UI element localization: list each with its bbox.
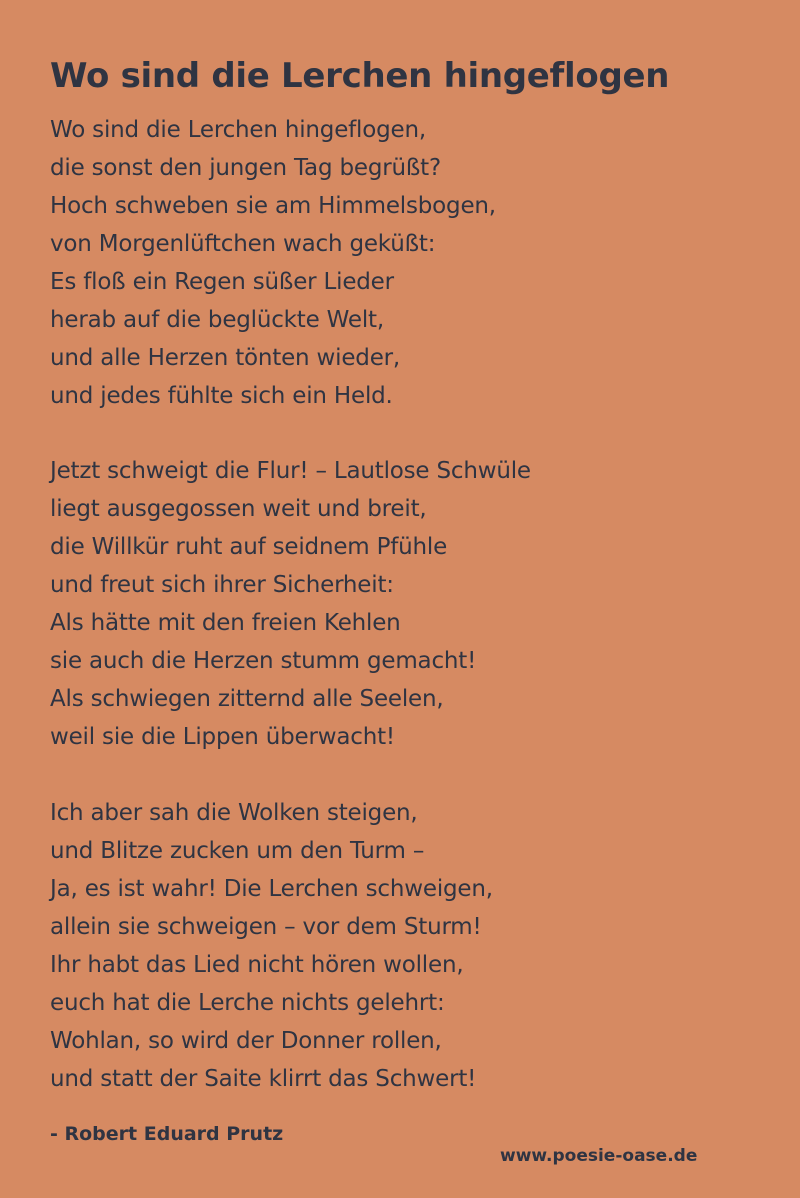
website-url: www.poesie-oase.de [500,1146,698,1166]
poem-line: Als schwiegen zitternd alle Seelen, [50,686,444,712]
poem-line: liegt ausgegossen weit und breit, [50,496,427,522]
poem-line: euch hat die Lerche nichts gelehrt: [50,990,445,1016]
poem-line: allein sie schweigen – vor dem Sturm! [50,914,482,940]
poem-line: von Morgenlüftchen wach geküßt: [50,231,436,257]
poem-line: Als hätte mit den freien Kehlen [50,610,401,636]
poem-line: Es floß ein Regen süßer Lieder [50,269,394,295]
poem-line: und alle Herzen tönten wieder, [50,345,401,371]
poem-line: und statt der Saite klirrt das Schwert! [50,1066,477,1092]
poem-line: herab auf die beglückte Welt, [50,307,384,333]
poem-line: sie auch die Herzen stumm gemacht! [50,648,477,674]
poem-title: Wo sind die Lerchen hingeflogen [50,56,670,96]
poem-line: Wohlan, so wird der Donner rollen, [50,1028,442,1054]
poem-line: und freut sich ihrer Sicherheit: [50,572,394,598]
poem-line: weil sie die Lippen überwacht! [50,724,395,750]
stanza-1 [50,111,496,415]
poem-line: Ja, es ist wahr! Die Lerchen schweigen, [50,876,493,902]
poem-line: Wo sind die Lerchen hingeflogen, [50,117,426,143]
poem-line: Ich aber sah die Wolken steigen, [50,800,418,826]
poem-line: und jedes fühlte sich ein Held. [50,383,393,409]
poem-line: die Willkür ruht auf seidnem Pfühle [50,534,448,560]
poem-line: die sonst den jungen Tag begrüßt? [50,155,441,181]
stanza-2 [50,452,531,756]
poem-author: - Robert Eduard Prutz [50,1123,284,1145]
poem-line: und Blitze zucken um den Turm – [50,838,425,864]
poem-line: Ihr habt das Lied nicht hören wollen, [50,952,464,978]
stanza-3 [50,794,493,1098]
poem-line: Jetzt schweigt die Flur! – Lautlose Schwüle [50,458,531,484]
poem-line: Hoch schweben sie am Himmelsbogen, [50,193,496,219]
